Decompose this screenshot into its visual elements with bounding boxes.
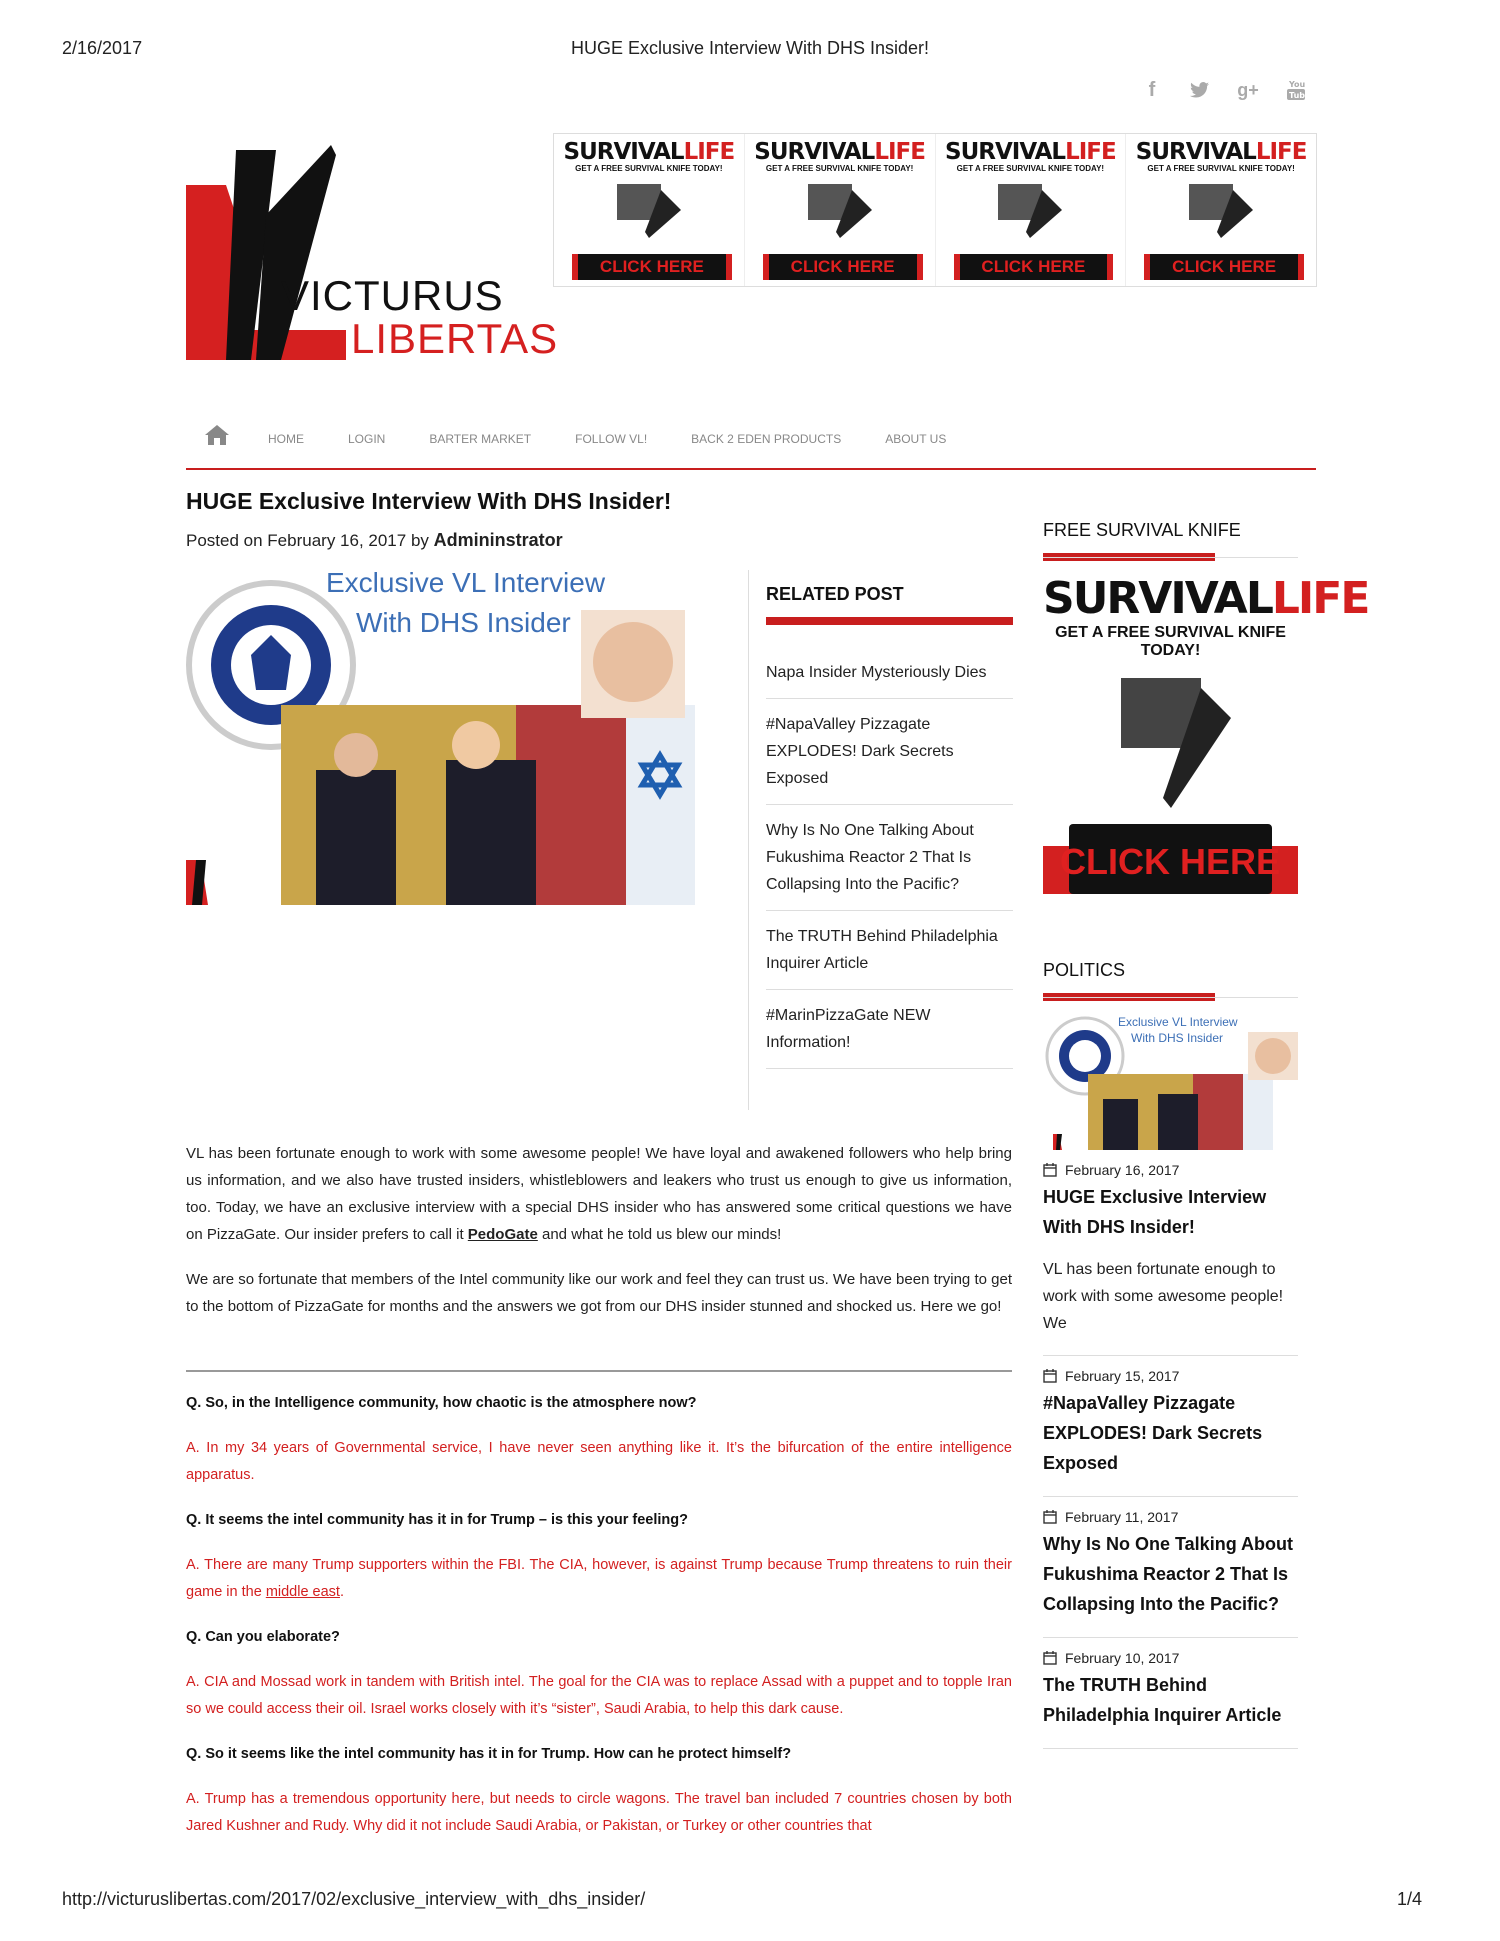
sidebar-post-date: February 16, 2017 — [1043, 1162, 1298, 1178]
print-footer — [62, 1889, 1438, 1913]
knife-icon — [990, 180, 1070, 242]
nav-item-back-2-eden[interactable]: BACK 2 EDEN PRODUCTS — [691, 432, 842, 446]
nav-item-barter-market[interactable]: BARTER MARKET — [429, 432, 532, 446]
banner-subtitle: GET A FREE SURVIVAL KNIFE TODAY! — [1147, 164, 1295, 173]
sidebar-post — [1043, 1638, 1298, 1749]
banner-unit[interactable] — [745, 134, 936, 286]
youtube-icon[interactable] — [1284, 78, 1311, 102]
banner-cta-button[interactable]: CLICK HERE — [1144, 254, 1304, 280]
sidebar-post — [1043, 1356, 1298, 1497]
logo-line2: LIBERTAS — [351, 315, 559, 362]
sidebar-post-date: February 10, 2017 — [1043, 1650, 1298, 1666]
question: Q. Can you elaborate? — [186, 1629, 340, 1645]
sidebar-post-title[interactable]: The TRUTH Behind Philadelphia Inquirer Article — [1043, 1675, 1282, 1725]
sidebar-post-title[interactable]: #NapaValley Pizzagate EXPLODES! Dark Secrets Exposed — [1043, 1393, 1263, 1473]
print-url: http://victuruslibertas.com/2017/02/exclusive_interview_with_dhs_insider/ — [62, 1889, 646, 1909]
feature-caption-2: With DHS Insider — [356, 607, 571, 638]
featured-image — [186, 567, 732, 906]
main-nav — [186, 420, 1316, 470]
question: Q. It seems the intel community has it in for Trump – is this your feeling? — [186, 1512, 688, 1528]
sidebar-ad-widget — [1043, 520, 1369, 894]
related-posts — [748, 570, 1013, 1110]
banner-ad[interactable] — [553, 133, 1317, 287]
site-logo[interactable] — [186, 145, 559, 375]
google-plus-icon[interactable]: g+ — [1237, 79, 1259, 100]
nav-item-home[interactable]: HOME — [268, 432, 304, 446]
sidebar-cta-button[interactable] — [1043, 824, 1298, 894]
sidebar-post-title[interactable]: HUGE Exclusive Interview With DHS Insider! — [1043, 1187, 1267, 1237]
print-title: HUGE Exclusive Interview With DHS Insider! — [570, 38, 930, 58]
print-date: 2/16/2017 — [62, 38, 143, 58]
politics-widget — [1043, 960, 1298, 1749]
nav-divider — [186, 468, 1316, 470]
banner-title: SURVIVALLIFE — [945, 139, 1116, 165]
calendar-icon — [1043, 1369, 1057, 1383]
print-page-number: 1/4 — [1396, 1889, 1422, 1909]
related-item[interactable]: Napa Insider Mysteriously Dies — [766, 647, 1013, 699]
nav-item-about-us[interactable]: ABOUT US — [885, 432, 947, 446]
related-item[interactable]: The TRUTH Behind Philadelphia Inquirer Article — [766, 911, 1013, 990]
print-header — [62, 38, 1438, 62]
svg-text:CLICK HERE: CLICK HERE — [1059, 841, 1281, 882]
article-body — [186, 1140, 1012, 1338]
nav-item-follow-vl[interactable]: FOLLOW VL! — [575, 432, 648, 446]
calendar-icon — [1043, 1651, 1057, 1665]
nav-item-login[interactable]: LOGIN — [348, 432, 386, 446]
post-author[interactable]: Admininstrator — [433, 530, 563, 550]
politics-thumbnail[interactable] — [1043, 1014, 1298, 1150]
svg-text:You: You — [1289, 80, 1306, 89]
knife-icon — [1101, 668, 1241, 818]
knife-icon — [800, 180, 880, 242]
calendar-icon — [1043, 1510, 1057, 1524]
heading-underline — [1043, 997, 1298, 998]
related-item[interactable]: #NapaValley Pizzagate EXPLODES! Dark Secrets Exposed — [766, 699, 1013, 805]
feature-caption-1: Exclusive VL Interview — [326, 567, 606, 598]
sidebar-ad[interactable] — [1043, 573, 1369, 894]
banner-cta-button[interactable]: CLICK HERE — [572, 254, 732, 280]
facebook-icon[interactable]: f — [1148, 78, 1156, 101]
banner-unit[interactable] — [936, 134, 1127, 286]
sidebar-post — [1043, 1497, 1298, 1638]
answer: A. In my 34 years of Governmental service, I have never seen anything like it. It’s the bifurcation of the entire intelligence apparatus. — [186, 1440, 1012, 1483]
pedogate-link[interactable]: PedoGate — [467, 1226, 538, 1243]
logo-line1: VICTURUS — [281, 272, 504, 319]
thumb-caption-1: Exclusive VL Interview — [1118, 1015, 1238, 1029]
sidebar-post-title[interactable]: Why Is No One Talking About Fukushima Reactor 2 That Is Collapsing Into the Pacific? — [1043, 1534, 1293, 1614]
body-paragraph: We are so fortunate that members of the Intel community like our work and feel they can trust us. We have been trying to get to the bottom of PizzaGate for months and the answers we got from our DHS insider stunned and shocked us. Here we go! — [186, 1271, 1012, 1315]
posted-on-label: Posted on — [186, 531, 263, 550]
banner-unit[interactable] — [554, 134, 745, 286]
heading-underline — [1043, 557, 1298, 558]
answer: A. There are many Trump supporters within the FBI. The CIA, however, is against Trump because Trump threatens to ruin their game in the middle east. — [186, 1557, 1012, 1600]
free-knife-heading: FREE SURVIVAL KNIFE — [1043, 520, 1241, 540]
social-links — [1140, 78, 1311, 102]
politics-heading: POLITICS — [1043, 960, 1126, 980]
calendar-icon — [1043, 1163, 1057, 1177]
thumb-caption-2: With DHS Insider — [1131, 1031, 1224, 1045]
twitter-icon[interactable] — [1188, 78, 1212, 102]
post-meta — [186, 530, 563, 551]
question: Q. So, in the Intelligence community, how chaotic is the atmosphere now? — [186, 1395, 697, 1411]
banner-subtitle: GET A FREE SURVIVAL KNIFE TODAY! — [575, 164, 723, 173]
related-heading: RELATED POST — [766, 584, 904, 604]
sidebar-post — [1043, 1150, 1298, 1356]
banner-cta-button[interactable]: CLICK HERE — [763, 254, 923, 280]
related-heading-bar — [766, 617, 1013, 625]
banner-title: SURVIVALLIFE — [1135, 139, 1307, 165]
knife-icon — [1181, 180, 1261, 242]
banner-subtitle: GET A FREE SURVIVAL KNIFE TODAY! — [956, 164, 1105, 173]
home-icon[interactable] — [204, 424, 230, 446]
related-item[interactable]: Why Is No One Talking About Fukushima Reactor 2 That Is Collapsing Into the Pacific? — [766, 805, 1013, 911]
answer: A. Trump has a tremendous opportunity here, but needs to circle wagons. The travel ban included 7 countries chosen by both Jared Kushner and Rudy. Why did it not include Saudi Arabia, or Pakistan, or Turkey or other countries that — [186, 1791, 1012, 1834]
banner-unit[interactable] — [1126, 134, 1316, 286]
section-divider — [186, 1370, 1012, 1372]
sidebar-ad-title: SURVIVALLIFE — [1043, 573, 1369, 624]
post-date[interactable]: February 16, 2017 — [267, 531, 407, 550]
middle-east-link[interactable]: middle east — [265, 1584, 340, 1600]
sidebar-post-excerpt: VL has been fortunate enough to work with some awesome people! We — [1043, 1261, 1284, 1332]
sidebar-post-date: February 15, 2017 — [1043, 1368, 1298, 1384]
related-item[interactable]: #MarinPizzaGate NEW Information! — [766, 990, 1013, 1069]
knife-icon — [609, 180, 689, 242]
question: Q. So it seems like the intel community has it in for Trump. How can he protect himself? — [186, 1746, 792, 1762]
banner-subtitle: GET A FREE SURVIVAL KNIFE TODAY! — [765, 164, 914, 173]
svg-text:Tube: Tube — [1289, 91, 1311, 100]
sidebar-ad-subtitle: GET A FREE SURVIVAL KNIFE TODAY! — [1055, 624, 1286, 659]
interview-qa — [186, 1390, 1012, 1858]
sidebar-post-date: February 11, 2017 — [1043, 1509, 1298, 1525]
banner-cta-button[interactable]: CLICK HERE — [954, 254, 1114, 280]
by-label: by — [410, 531, 429, 550]
post-title: HUGE Exclusive Interview With DHS Insider! — [186, 488, 672, 514]
banner-title: SURVIVALLIFE — [754, 139, 925, 165]
body-paragraph: VL has been fortunate enough to work with some awesome people! We have loyal and awakened followers who help bring us information, and we also have trusted insiders, whistleblowers and leakers who trust us enough to give us information, too. Today, we have an exclusive interview with a special DHS insider who has answered some critical questions we have on PizzaGate. Our insider prefers to call it PedoGate and what he told us blew our minds! — [186, 1145, 1012, 1243]
banner-title: SURVIVALLIFE — [563, 139, 735, 165]
answer: A. CIA and Mossad work in tandem with British intel. The goal for the CIA was to replace Assad with a puppet and to topple Iran so we could access their oil. Israel works closely with it’s “sister”, Saudi Arabia, to help this dark cause. — [186, 1674, 1012, 1717]
